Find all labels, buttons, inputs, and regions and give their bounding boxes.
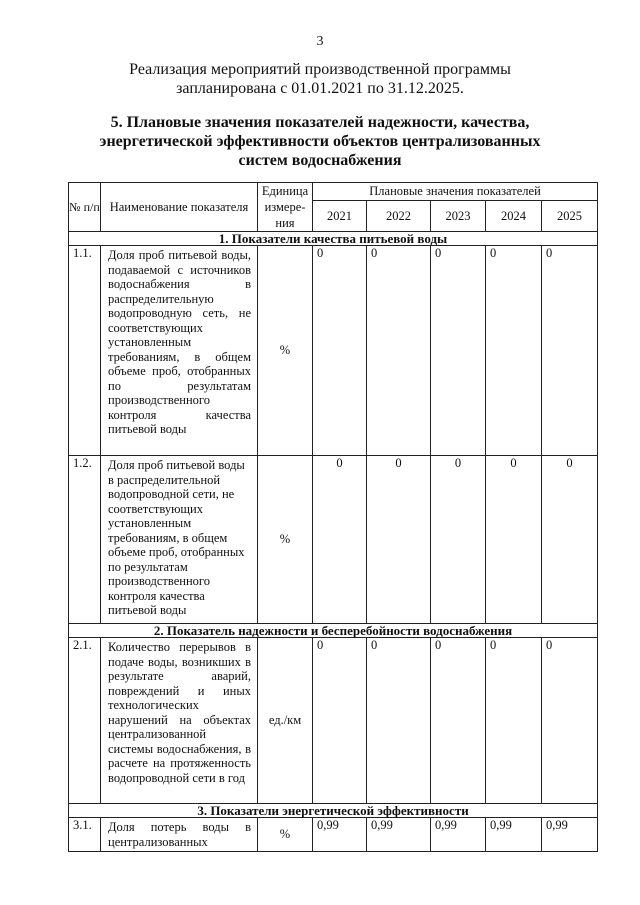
header-year: 2023 bbox=[431, 200, 486, 231]
section-title: 3. Показатели энергетической эффективности bbox=[69, 804, 598, 818]
value-cell: 0 bbox=[486, 246, 542, 456]
unit-cell: % bbox=[258, 246, 313, 456]
table-row bbox=[69, 638, 598, 804]
indicator-name: Доля проб питьевой воды, подаваемой с источников водоснабжения в распределительную водопроводную сеть, не соответствующих установленным требованиям, в общем объеме проб, отобранных по результатам производственного контроля качества питьевой воды bbox=[101, 246, 258, 456]
row-number: 1.2. bbox=[69, 456, 101, 624]
row-number: 3.1. bbox=[69, 818, 101, 852]
header-planned-values: Плановые значения показателей bbox=[313, 183, 598, 201]
heading-line: энергетической эффективности объектов централизованных bbox=[99, 133, 541, 150]
value-cell: 0,99 bbox=[486, 818, 542, 852]
value-cell: 0,99 bbox=[313, 818, 367, 852]
value-cell: 0 bbox=[431, 456, 486, 624]
header-year: 2021 bbox=[313, 200, 367, 231]
unit-cell: % bbox=[258, 456, 313, 624]
header-name: Наименование показателя bbox=[101, 183, 258, 232]
value-cell: 0 bbox=[367, 246, 431, 456]
section-title: 1. Показатели качества питьевой воды bbox=[69, 232, 598, 246]
header-year: 2024 bbox=[486, 200, 542, 231]
value-cell: 0 bbox=[542, 638, 598, 804]
unit-cell: ед./км bbox=[258, 638, 313, 804]
header-row bbox=[69, 183, 598, 201]
header-num: № п/п bbox=[69, 183, 101, 232]
value-cell: 0 bbox=[313, 246, 367, 456]
row-number: 1.1. bbox=[69, 246, 101, 456]
section-row bbox=[69, 804, 598, 818]
table-row bbox=[69, 818, 598, 852]
heading-line: систем водоснабжения bbox=[238, 152, 402, 169]
value-cell: 0 bbox=[431, 246, 486, 456]
value-cell: 0 bbox=[542, 246, 598, 456]
header-unit: Единица измере-ния bbox=[258, 183, 313, 232]
section-title: 2. Показатель надежности и бесперебойности водоснабжения bbox=[69, 624, 598, 638]
intro-line: Реализация мероприятий производственной программы bbox=[129, 61, 511, 78]
indicator-name: Доля проб питьевой воды в распределительной водопроводной сети, не соответствующих установленным требованиям, в общем объеме проб, отобранных по результатам производственного контроля качества питьевой воды bbox=[101, 456, 258, 624]
unit-cell: % bbox=[258, 818, 313, 852]
value-cell: 0,99 bbox=[367, 818, 431, 852]
value-cell: 0 bbox=[313, 456, 367, 624]
value-cell: 0 bbox=[542, 456, 598, 624]
value-cell: 0 bbox=[367, 638, 431, 804]
section-row bbox=[69, 232, 598, 246]
value-cell: 0 bbox=[486, 638, 542, 804]
heading-line: 5. Плановые значения показателей надежности, качества, bbox=[110, 114, 530, 131]
indicator-name: Количество перерывов в подаче воды, возникших в результате аварий, повреждений и иных технологических нарушений на объектах централизованной системы водоснабжения, в расчете на протяженность водопроводной сети в год bbox=[101, 638, 258, 804]
table-row bbox=[69, 246, 598, 456]
indicator-name: Доля потерь воды в централизованных bbox=[101, 818, 258, 852]
header-year: 2025 bbox=[542, 200, 598, 231]
value-cell: 0 bbox=[486, 456, 542, 624]
intro-line: запланирована с 01.01.2021 по 31.12.2025. bbox=[176, 80, 464, 97]
value-cell: 0 bbox=[367, 456, 431, 624]
value-cell: 0 bbox=[431, 638, 486, 804]
table-row bbox=[69, 456, 598, 624]
intro-text bbox=[0, 60, 640, 98]
header-year: 2022 bbox=[367, 200, 431, 231]
value-cell: 0,99 bbox=[431, 818, 486, 852]
value-cell: 0,99 bbox=[542, 818, 598, 852]
page-number: 3 bbox=[316, 34, 324, 49]
section-heading bbox=[0, 113, 640, 170]
indicators-table bbox=[68, 182, 598, 852]
row-number: 2.1. bbox=[69, 638, 101, 804]
section-row bbox=[69, 624, 598, 638]
value-cell: 0 bbox=[313, 638, 367, 804]
